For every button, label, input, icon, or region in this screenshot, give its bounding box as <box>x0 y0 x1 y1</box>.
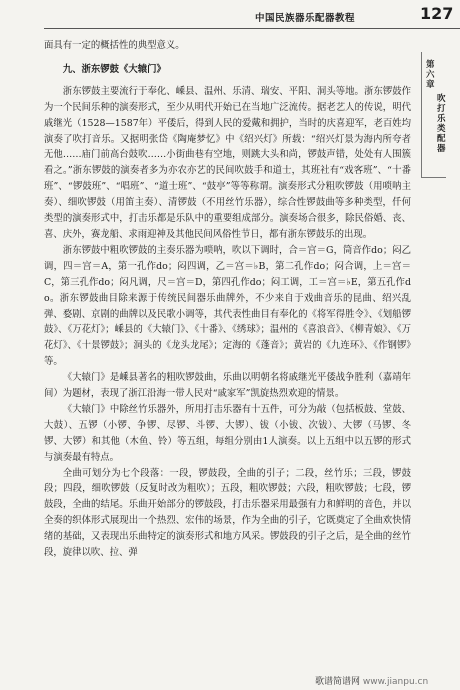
section-heading: 九、浙东锣鼓《大辕门》 <box>62 63 166 75</box>
side-tab-chapter: 第六章 <box>426 60 435 90</box>
page-number: 127 <box>420 4 454 23</box>
page-body <box>44 38 411 561</box>
side-tab-title: 吹打乐类配器 <box>437 94 446 154</box>
paragraph-structure: 全曲可划分为七个段落：一段，锣鼓段，全曲的引子；二段，丝竹乐；三段，锣鼓段；四段，细吹锣鼓（反复时改为粗吹）；五段，粗吹锣鼓；六段，粗吹锣鼓；七段，锣鼓段，全曲的结尾。乐曲开始部分的锣鼓段，打击乐器采用最强有力和鲜明的音色，并以全奏的织体形式展现出一个热烈、宏伟的场景，作为全曲的引子，它既奠定了全曲欢快情绪的基础，又表现出乐曲特定的演奏形式和地方风采。锣鼓段的引子之后，是全曲的丝竹段，旋律以吹、拉、弹 <box>44 467 411 559</box>
paragraph-dayuanmen-intro: 《大辕门》是嵊县著名的粗吹锣鼓曲，乐曲以明朝名将戚继光平倭战争胜利（嘉靖年间）为题材，表现了浙江沿海一带人民对“戚家军”凯旋热烈欢迎的情景。 <box>44 372 411 400</box>
running-header-title: 中国民族器乐配器教程 <box>255 13 356 24</box>
paragraph-instruments: 浙东锣鼓中粗吹锣鼓的主奏乐器为唢呐，吹以下调时，合＝宫＝G，筒音作do；闷乙调，四＝宫＝A，第一孔作do；闷四调，乙＝宫＝♭B，第二孔作do；闷合调，上＝宫＝C，第三孔作do；闷凡调，尺＝宫＝D，第四孔作do；闷工调，工＝宫＝♭E，第五孔作do。浙东锣鼓曲目除来源于传统民间器乐曲牌外，不少来自于戏曲音乐的昆曲、绍兴乱弹、婺剧、京剧的曲牌以及民歌小调等，其代表性曲目有奉化的《将军得胜令》、《划船锣鼓》、《万花灯》；嵊县的《大辕门》、《十番》、《绣球》；温州的《喜浪音》、《柳青娘》、《万花灯》、《十景锣鼓》；洞头的《龙头龙尾》；定海的《蓬音》；黄岩的《九连环》、《作钢锣》等。 <box>44 244 411 368</box>
paragraph-percussion: 《大辕门》中除丝竹乐器外，所用打击乐器有十五件，可分为敲（包括板鼓、堂鼓、大鼓）、五锣（小锣、争锣、尽锣、斗锣、大锣）、钹（小钹、次钹）、大锣（马锣、冬锣、大锣）和其他（木鱼、铃）等五组，每组分别由1人演奏。以上五组中以五锣的形式与演奏最有特点。 <box>44 403 411 463</box>
watermark-text: 歌谱简谱网 <box>315 677 361 687</box>
watermark-url: www.jianpu.cn <box>362 677 429 687</box>
paragraph-continued: 面具有一定的概括性的典型意义。 <box>44 40 185 51</box>
paragraph-history: 浙东锣鼓主要流行于奉化、嵊县、温州、乐清、瑞安、平阳、洞头等地。浙东锣鼓作为一个民间乐种的演奏形式，至少从明代开始已在当地广泛流传。据老艺人的传说，明代戚继光（1528—1587年）平倭后，得到人民的爱戴和拥护，当时的庆喜迎军，老百姓均演奏了吹打音乐。又据明张岱《陶庵梦忆》中《绍兴灯》所载：“绍兴灯景为海内所夸者无他……庙门前高台鼓吹……小街曲巷有空地，则跳大头和尚，锣鼓声错，处处有人围簇看之。”浙东锣鼓的演奏者多为亦农亦艺的民间吹鼓手和道士，其班社有“戏客班”、“十番班”、“锣鼓班”、“唱班”、“道士班”、“鼓亭”等等称谓。演奏形式分粗吹锣鼓（用唢呐主奏）、细吹锣鼓（用笛主奏）、清锣鼓（不用丝竹乐器），综合性锣鼓曲等多种类型，仟何类型的演奏形式中，打击乐都是乐队中的重要组成部分。演奏场合很多，除民俗婚、丧、喜、庆外，赛龙船、求雨迎神及其他民间风俗性节日，都有浙东锣鼓乐的出现。 <box>44 85 411 240</box>
header-rule <box>44 28 460 29</box>
site-watermark <box>315 674 428 687</box>
